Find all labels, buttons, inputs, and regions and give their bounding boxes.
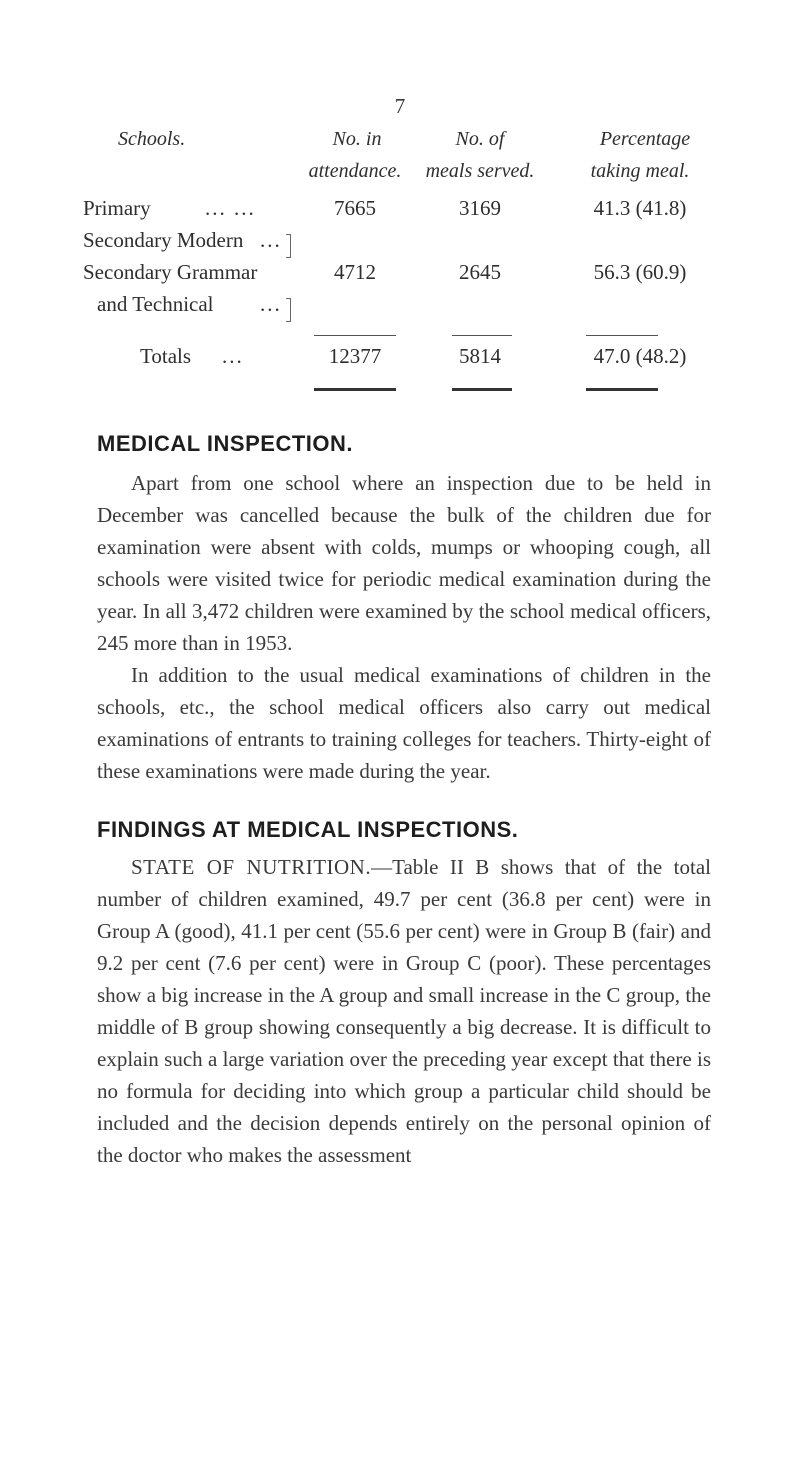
rule-attendance-total (314, 388, 396, 391)
paragraph-state-of-nutrition (97, 851, 711, 1171)
row-dots-primary: ... ... (205, 196, 256, 220)
cell-percentage-secondary: 56.3 (60.9) (593, 260, 687, 284)
header-attendance-line2: attendance. (308, 160, 402, 182)
header-percentage-line1: Percentage (599, 128, 691, 150)
heading-findings: FINDINGS AT MEDICAL INSPECTIONS. (97, 817, 519, 842)
row-brace-upper (286, 234, 291, 258)
paragraph-training-colleges: In addition to the usual medical examinations of children in the schools, etc., the school medical officers also carry out medical examinations of entrants to training colleges for teachers. Thirty-eight of these examinations were made during the year. (97, 663, 711, 783)
lead-state-of-nutrition: STATE OF NUTRITION. (131, 855, 372, 879)
row-dots-totals: ... (222, 344, 244, 368)
cell-percentage-totals: 47.0 (48.2) (593, 344, 687, 368)
header-meals-line1: No. of (455, 128, 505, 150)
cell-meals-totals: 5814 (459, 344, 501, 368)
row-brace-lower (286, 298, 291, 322)
row-dots-technical: ... (260, 292, 282, 316)
rule-meals-sum (452, 335, 512, 336)
paragraph-nutrition-body: —Table II B shows that of the total number of children examined, 49.7 per cent (36.8 per cent) were in Group A (good), 41.1 per cent (55.6 per cent) were in Group B (fair) and 9.2 per cent (7.6 per cent) were in Group C (poor). These percentages show a big increase in the A group and small increase in the C group, the middle of B group showing consequently a big decrease. It is difficult to explain such a large variation over the preceding year except that there is no formula for deciding into which group a particular child should be included and the decision depends entirely on the personal opinion of the doctor who makes the assessment (97, 855, 711, 1167)
page-number: 7 (394, 94, 406, 118)
rule-percentage-total (586, 388, 658, 391)
cell-meals-secondary: 2645 (459, 260, 501, 284)
cell-attendance-secondary: 4712 (334, 260, 376, 284)
cell-attendance-totals: 12377 (328, 344, 382, 368)
rule-meals-total (452, 388, 512, 391)
row-dots-secondary-modern: ... (260, 228, 282, 252)
cell-percentage-primary: 41.3 (41.8) (593, 196, 687, 220)
paragraph-inspection-visits: Apart from one school where an inspection due to be held in December was cancelled because the bulk of the children due for examination were absent with colds, mumps or whooping cough, all schools were visited twice for periodic medical examination during the year. In all 3,472 children were examined by the school medical officers, 245 more than in 1953. (97, 471, 711, 655)
rule-percentage-sum (586, 335, 658, 336)
row-label-and-technical: and Technical (97, 292, 214, 316)
row-label-secondary-grammar: Secondary Grammar (83, 260, 258, 284)
header-schools: Schools. (118, 128, 186, 150)
row-label-secondary-modern: Secondary Modern (83, 228, 244, 252)
header-meals-line2: meals served. (425, 160, 535, 182)
header-attendance-line1: No. in (332, 128, 382, 150)
rule-attendance-sum (314, 335, 396, 336)
header-percentage-line2: taking meal. (590, 160, 690, 182)
cell-meals-primary: 3169 (459, 196, 501, 220)
row-label-totals: Totals (140, 344, 192, 368)
cell-attendance-primary: 7665 (334, 196, 376, 220)
school-meals-table (0, 0, 800, 400)
heading-medical-inspection: MEDICAL INSPECTION. (97, 431, 354, 456)
row-label-primary: Primary (83, 196, 151, 220)
